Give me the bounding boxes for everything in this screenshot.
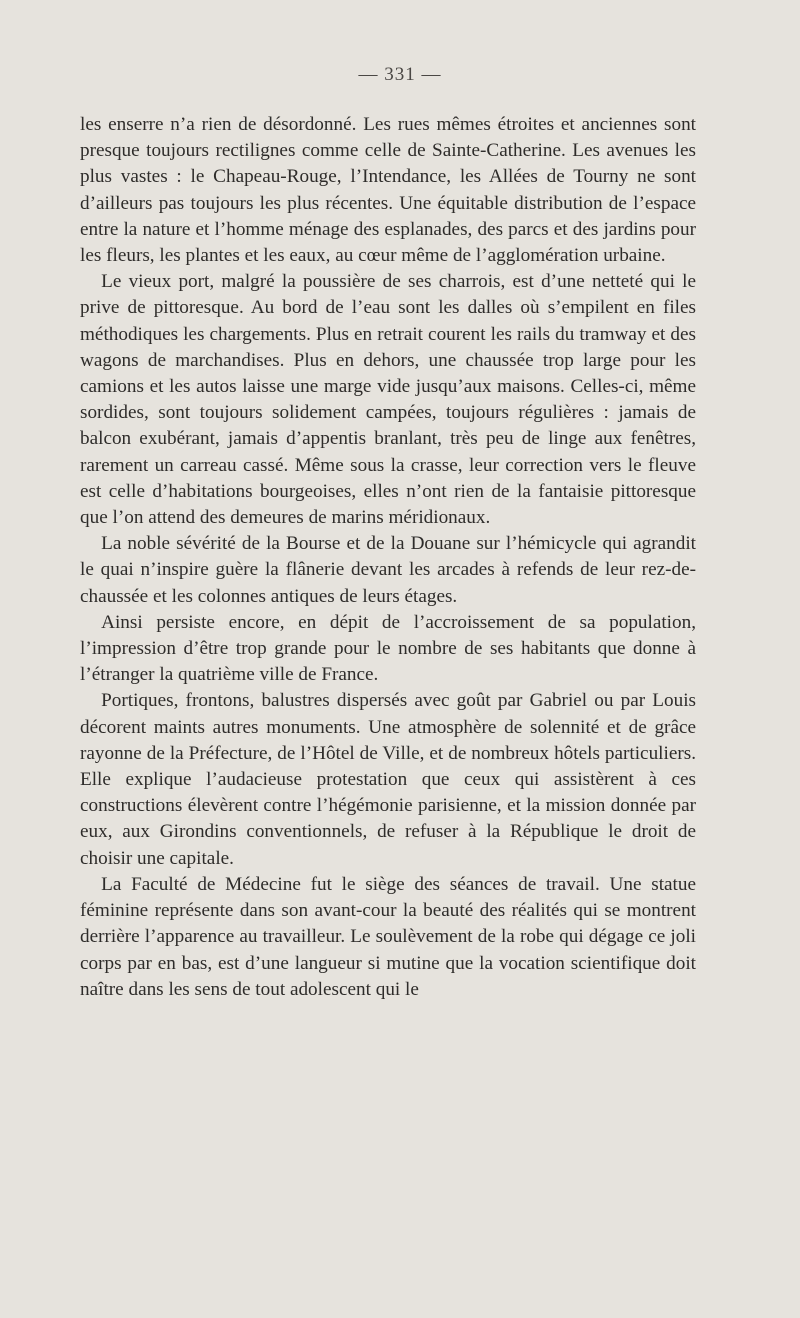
paragraph-4: Ainsi persiste encore, en dépit de l’accroissement de sa population, l’impression d’être trop grande pour le nombre de ses habitants que donne à l’étranger la quatrième ville de France. [80,611,696,686]
paragraph-2: Le vieux port, malgré la poussière de ses charrois, est d’une netteté qui le prive de pittoresque. Au bord de l’eau sont les dalles où s’empilent en files méthodiques les chargements. Plus en retrait courent les rails du tramway et des wagons de marchandises. Plus en dehors, une chaussée trop large pour les camions et les autos laisse une marge vide jusqu’aux maisons. Celles-ci, même sordides, sont toujours solidement campées, toujours régulières : jamais de balcon exubérant, jamais d’appentis branlant, très peu de linge aux fenêtres, rarement un carreau cassé. Même sous la crasse, leur correction vers le fleuve est celle d’habitations bourgeoises, elles n’ont rien de la fantaisie pittoresque que l’on attend des demeures de marins méridionaux. [80,271,696,529]
paragraph-3: La noble sévérité de la Bourse et de la Douane sur l’hémicycle qui agrandit le quai n’inspire guère la flânerie devant les arcades à refends de leur rez-de-chaussée et les colonnes antiques de leurs étages. [80,533,696,607]
page-number: — 331 — [358,64,442,85]
paragraph-5: Portiques, frontons, balustres dispersés avec goût par Gabriel ou par Louis décorent maints autres monuments. Une atmosphère de solennité et de grâce rayonne de la Préfecture, de l’Hôtel de Ville, et de nombreux hôtels particuliers. Elle explique l’audacieuse protestation que ceux qui assistèrent à ces constructions élevèrent contre l’hégémonie parisienne, et la mission donnée par eux, aux Girondins conventionnels, de refuser à la République le droit de choisir une capitale. [80,690,696,869]
paragraph-1: les enserre n’a rien de désordonné. Les rues mêmes étroites et anciennes sont presque toujours rectilignes comme celle de Sainte-Catherine. Les avenues les plus vastes : le Chapeau-Rouge, l’Intendance, les Allées de Tourny ne sont d’ailleurs pas toujours les plus récentes. Une équitable distribution de l’espace entre la nature et l’homme ménage des esplanades, des parcs et des jardins pour les fleurs, les plantes et les eaux, au cœur même de l’agglomération urbaine. [80,114,696,267]
body-text [80,112,696,1003]
paragraph-6: La Faculté de Médecine fut le siège des séances de travail. Une statue féminine représente dans son avant-cour la beauté des réalités qui se montrent derrière l’apparence au travailleur. Le soulèvement de la robe qui dégage ce joli corps par en bas, est d’une langueur si mutine que la vocation scientifique doit naître dans les sens de tout adolescent qui le [80,873,696,1000]
